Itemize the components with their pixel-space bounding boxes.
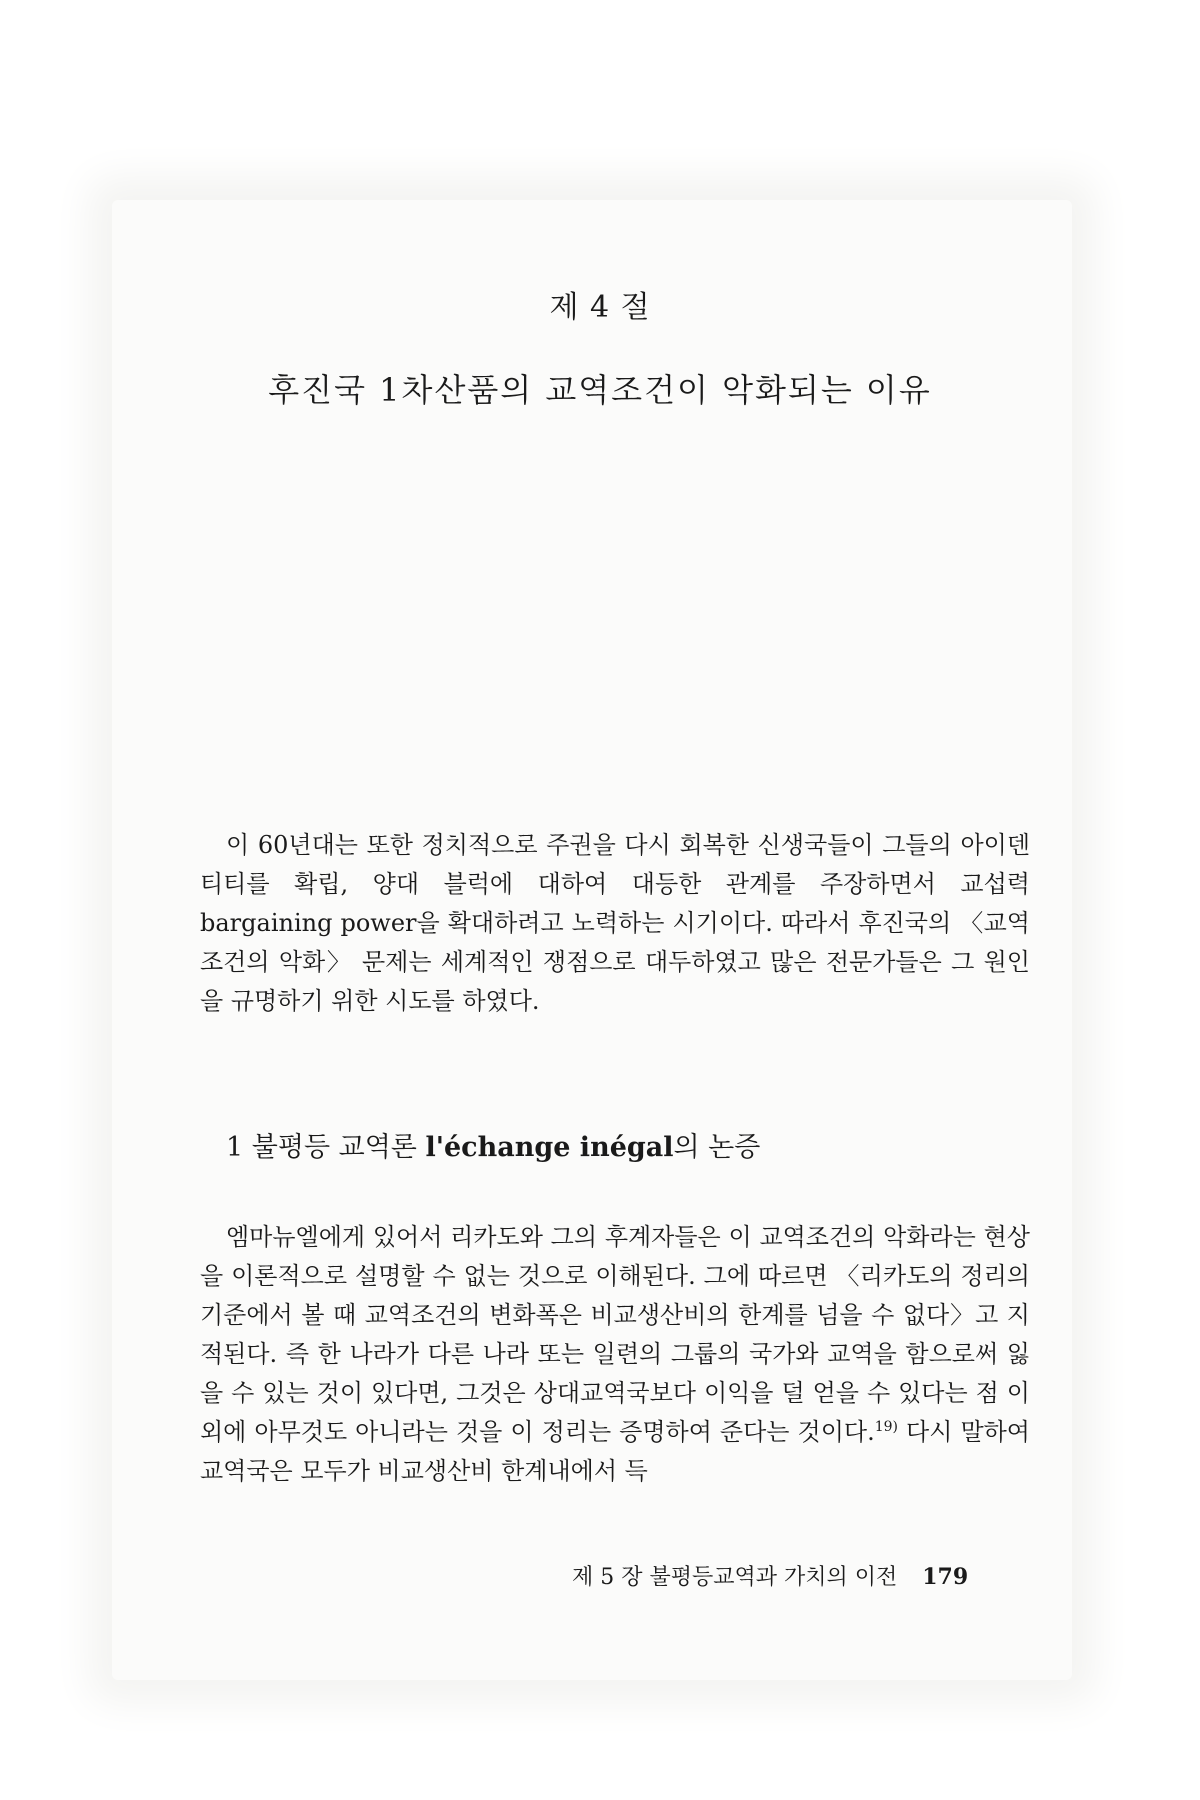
paragraph-1-text: 이 60년대는 또한 정치적으로 주권을 다시 회복한 신생국들이 그들의 아이덴티티를 확립, 양대 블럭에 대하여 대등한 관계를 주장하면서 교섭력 bargaining power을 확대하려고 노력하는 시기이다. 따라서 후진국의 〈교역조건의 악화〉 문제는 세계적인 쟁점으로 대두하였고 많은 전문가들은 그 원인을 규명하기 위한 시도를 하였다. xyxy=(200,831,1030,1015)
running-footer xyxy=(572,1560,968,1591)
section-number: 제 4 절 xyxy=(549,290,651,325)
subsection-number: 1 xyxy=(226,1132,244,1163)
subsection-title-suffix: 의 논증 xyxy=(673,1132,761,1163)
paragraph-1 xyxy=(200,826,1030,1021)
footnote-reference: 19) xyxy=(874,1419,898,1435)
chapter-title: 제 5 장 불평등교역과 가치의 이전 xyxy=(572,1565,898,1590)
section-title: 후진국 1차산품의 교역조건이 악화되는 이유 xyxy=(268,371,932,409)
page-number: 179 xyxy=(922,1564,969,1590)
paragraph-2-text: 엠마뉴엘에게 있어서 리카도와 그의 후계자들은 이 교역조건의 악화라는 현상을 이론적으로 설명할 수 없는 것으로 이해된다. 그에 따르면 〈리카도의 정리의 기준에서 볼 때 교역조건의 변화폭은 비교생산비의 한계를 넘을 수 없다〉고 지적된다. 즉 한 나라가 다른 나라 또는 일련의 그룹의 국가와 교역을 함으로써 잃을 수 있는 것이 있다면, 그것은 상대교역국보다 이익을 덜 얻을 수 있다는 점 이외에 아무것도 아니라는 것을 이 정리는 증명하여 준다는 것이다. xyxy=(200,1223,1030,1446)
paragraph-2 xyxy=(200,1218,1030,1491)
subsection-heading xyxy=(226,1125,760,1164)
subsection-title-latin: l'échange inégal xyxy=(425,1132,674,1163)
paragraph-2-continuation: 다시 말하여 교역국은 모두가 비교생산비 한계내에서 득 xyxy=(200,1418,1030,1485)
subsection-title-korean: 불평등 교역론 xyxy=(251,1132,417,1163)
